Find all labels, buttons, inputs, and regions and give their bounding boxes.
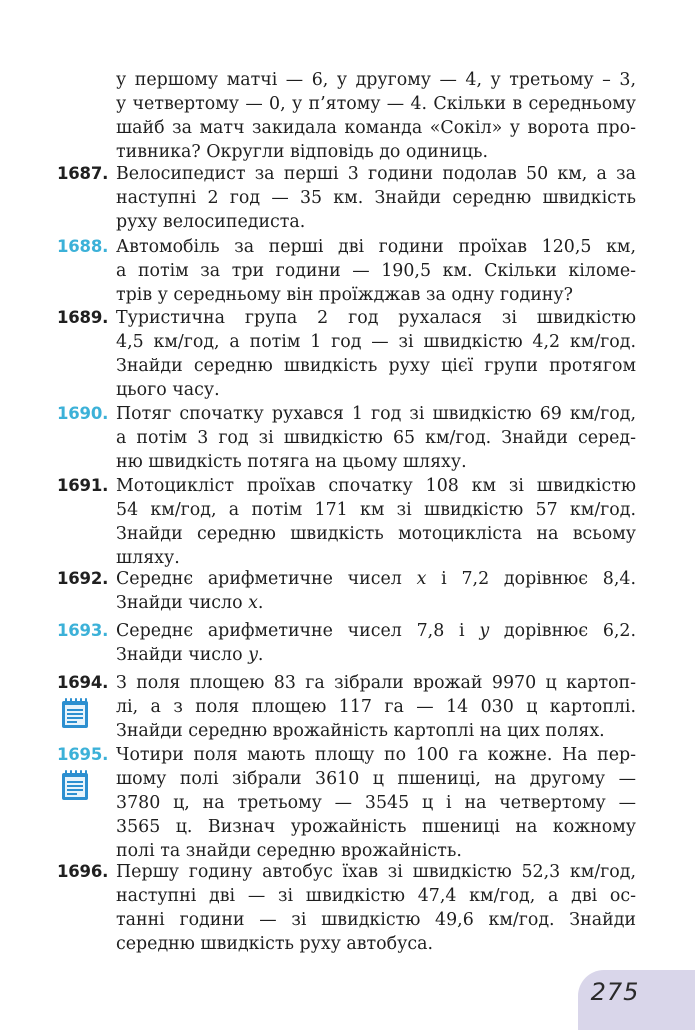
text-segment: Середнє арифметичне чисел bbox=[116, 569, 417, 589]
text-segment: дорівнює 6,2. bbox=[489, 621, 637, 641]
text-segment: Середнє арифметичне чисел 7,8 і bbox=[116, 621, 480, 641]
text-line: ню швидкість потяга на цьому шляху. bbox=[116, 452, 467, 472]
variable: x bbox=[248, 593, 258, 613]
text-segment: і 7,2 дорівнює 8,4. bbox=[426, 569, 636, 589]
problem-number: 1694. bbox=[57, 673, 109, 692]
problem-text bbox=[116, 402, 636, 474]
text-line: шайб за матч закидала команда «Сокіл» у ворота про- bbox=[116, 118, 636, 138]
variable: y bbox=[248, 645, 258, 665]
text-segment: . bbox=[257, 645, 264, 665]
text-line: у четвертому — 0, у п’ятому — 4. Скільки в середньому bbox=[116, 94, 636, 114]
text-line: Чотири поля мають площу по 100 га кожне. На пер- bbox=[116, 745, 636, 765]
problem-number: 1695. bbox=[57, 745, 109, 764]
text-line: наступні 2 год — 35 км. Знайди середню швидкість bbox=[116, 188, 636, 208]
text-line: Автомобіль за перші дві години проїхав 120,5 км, bbox=[116, 237, 636, 257]
text-segment: . bbox=[257, 593, 264, 613]
text-segment: Знайди число bbox=[116, 645, 249, 665]
text-line: 3565 ц. Визнач урожайність пшениці на кожному bbox=[116, 817, 636, 837]
text-line: Мотоцикліст проїхав спочатку 108 км зі швидкістю bbox=[116, 476, 636, 496]
text-line: полі та знайди середню врожайність. bbox=[116, 841, 462, 861]
text-line: Знайди середню врожайність картоплі на цих полях. bbox=[116, 721, 605, 741]
problem-number: 1691. bbox=[57, 476, 109, 495]
text-line: Знайди середню швидкість руху цієї групи протягом bbox=[116, 356, 636, 376]
text-line: Першу годину автобус їхав зі швидкістю 52,3 км/год, bbox=[116, 862, 636, 882]
variable: x bbox=[416, 569, 427, 589]
problem-number: 1690. bbox=[57, 404, 109, 423]
problem-number: 1687. bbox=[57, 164, 109, 183]
text-line bbox=[116, 591, 636, 615]
text-line: а потім за три години — 190,5 км. Скільки кіломе- bbox=[116, 261, 636, 281]
problem-number: 1688. bbox=[57, 237, 109, 256]
problem-text bbox=[116, 235, 636, 307]
text-line: у першому матчі — 6, у другому — 4, у третьому – 3, bbox=[116, 70, 636, 90]
text-line: руху велосипедиста. bbox=[116, 212, 306, 232]
text-line: 4,5 км/год, а потім 1 год — зі швидкістю 4,2 км/год. bbox=[116, 332, 636, 352]
text-line: трів у середньому він проїжджав за одну годину? bbox=[116, 285, 573, 305]
variable: y bbox=[479, 621, 490, 641]
text-line: Потяг спочатку рухався 1 год зі швидкістю 69 км/год, bbox=[116, 404, 636, 424]
problem-text bbox=[116, 474, 636, 570]
text-line: 3780 ц, на третьому — 3545 ц і на четвертому — bbox=[116, 793, 636, 813]
problem-text bbox=[116, 162, 636, 234]
problem-number: 1693. bbox=[57, 621, 109, 640]
problem-number: 1696. bbox=[57, 862, 109, 881]
text-line: шляху. bbox=[116, 548, 180, 568]
text-line: шому полі зібрали 3610 ц пшениці, на другому — bbox=[116, 769, 636, 789]
problem-text bbox=[116, 743, 636, 863]
text-line: лі, а з поля площею 117 га — 14 030 ц картоплі. bbox=[116, 697, 636, 717]
problem-number: 1692. bbox=[57, 569, 109, 588]
problem-text bbox=[116, 306, 636, 402]
text-line: а потім 3 год зі швидкістю 65 км/год. Знайди серед- bbox=[116, 428, 636, 448]
problem-number: 1689. bbox=[57, 308, 109, 327]
notebook-icon bbox=[59, 769, 91, 802]
text-line: наступні дві — зі швидкістю 47,4 км/год, а дві ос- bbox=[116, 886, 636, 906]
notebook-icon bbox=[59, 697, 91, 730]
text-line bbox=[116, 643, 636, 667]
text-line: Велосипедист за перші 3 години подолав 50 км, а за bbox=[116, 164, 636, 184]
text-line: Знайди середню швидкість мотоцикліста на всьому bbox=[116, 524, 636, 544]
text-line: Туристична група 2 год рухалася зі швидкістю bbox=[116, 308, 636, 328]
text-line: тивника? Округли відповідь до одиниць. bbox=[116, 142, 489, 162]
text-line: 54 км/год, а потім 171 км зі швидкістю 57 км/год. bbox=[116, 500, 636, 520]
text-line: танні години — зі швидкістю 49,6 км/год. Знайди bbox=[116, 910, 636, 930]
problem-text bbox=[116, 860, 636, 956]
text-line: середню швидкість руху автобуса. bbox=[116, 934, 433, 954]
text-line: цього часу. bbox=[116, 380, 220, 400]
text-segment: Знайди число bbox=[116, 593, 249, 613]
continued-problem-text bbox=[116, 68, 636, 164]
page-number: 275 bbox=[590, 978, 640, 1006]
text-line: З поля площею 83 га зібрали врожай 9970 ц картоп- bbox=[116, 673, 636, 693]
problem-text bbox=[116, 619, 636, 667]
text-line bbox=[116, 567, 636, 591]
page-number-tab bbox=[578, 970, 695, 1030]
text-line bbox=[116, 619, 636, 643]
problem-text bbox=[116, 567, 636, 615]
problem-text bbox=[116, 671, 636, 743]
